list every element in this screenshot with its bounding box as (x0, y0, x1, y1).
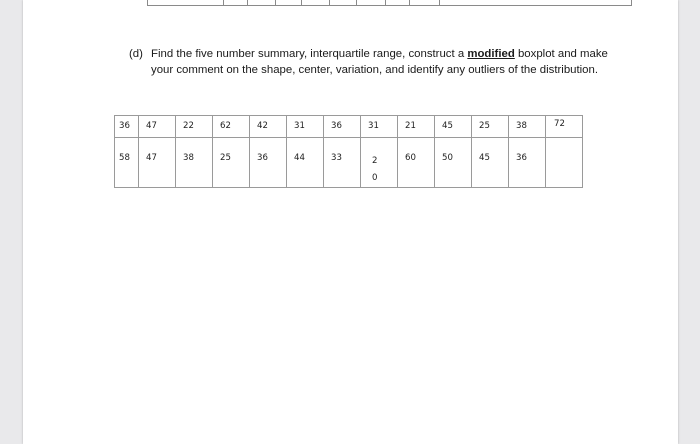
table-cell: 45 (472, 138, 509, 188)
table-cell: 36 (324, 116, 361, 138)
table-cell: 47 (139, 138, 176, 188)
table-row (115, 138, 583, 188)
table-cell: 31 (361, 116, 398, 138)
table-cell-empty (546, 138, 583, 188)
emphasis-modified: modified (467, 48, 515, 60)
table-cell: 44 (287, 138, 324, 188)
previous-table-edge (147, 0, 632, 6)
table-cell: 62 (213, 116, 250, 138)
table-cell: 36 (250, 138, 287, 188)
table-cell: 25 (213, 138, 250, 188)
table-cell: 47 (139, 116, 176, 138)
question-text: Find the five number summary, interquartile range, construct a modified boxplot and make your comment on the shape, center, variation, and identify any outliers of the distribution. (151, 48, 608, 76)
table-cell: 60 (398, 138, 435, 188)
table-cell: 33 (324, 138, 361, 188)
table-cell: 72 (546, 116, 583, 138)
table-cell: 21 (398, 116, 435, 138)
question-label: (d) (129, 48, 143, 60)
table-cell: 45 (435, 116, 472, 138)
table-row (115, 116, 583, 138)
data-table (114, 115, 583, 188)
table-cell: 25 (472, 116, 509, 138)
table-cell: 38 (176, 138, 213, 188)
table-cell: 2 0 (361, 138, 398, 188)
table-cell: 58 (115, 138, 139, 188)
table-cell: 36 (509, 138, 546, 188)
table-cell: 36 (115, 116, 139, 138)
table-cell: 22 (176, 116, 213, 138)
table-cell: 42 (250, 116, 287, 138)
document-page (23, 0, 678, 444)
table-cell: 38 (509, 116, 546, 138)
table-cell: 31 (287, 116, 324, 138)
table-cell: 50 (435, 138, 472, 188)
